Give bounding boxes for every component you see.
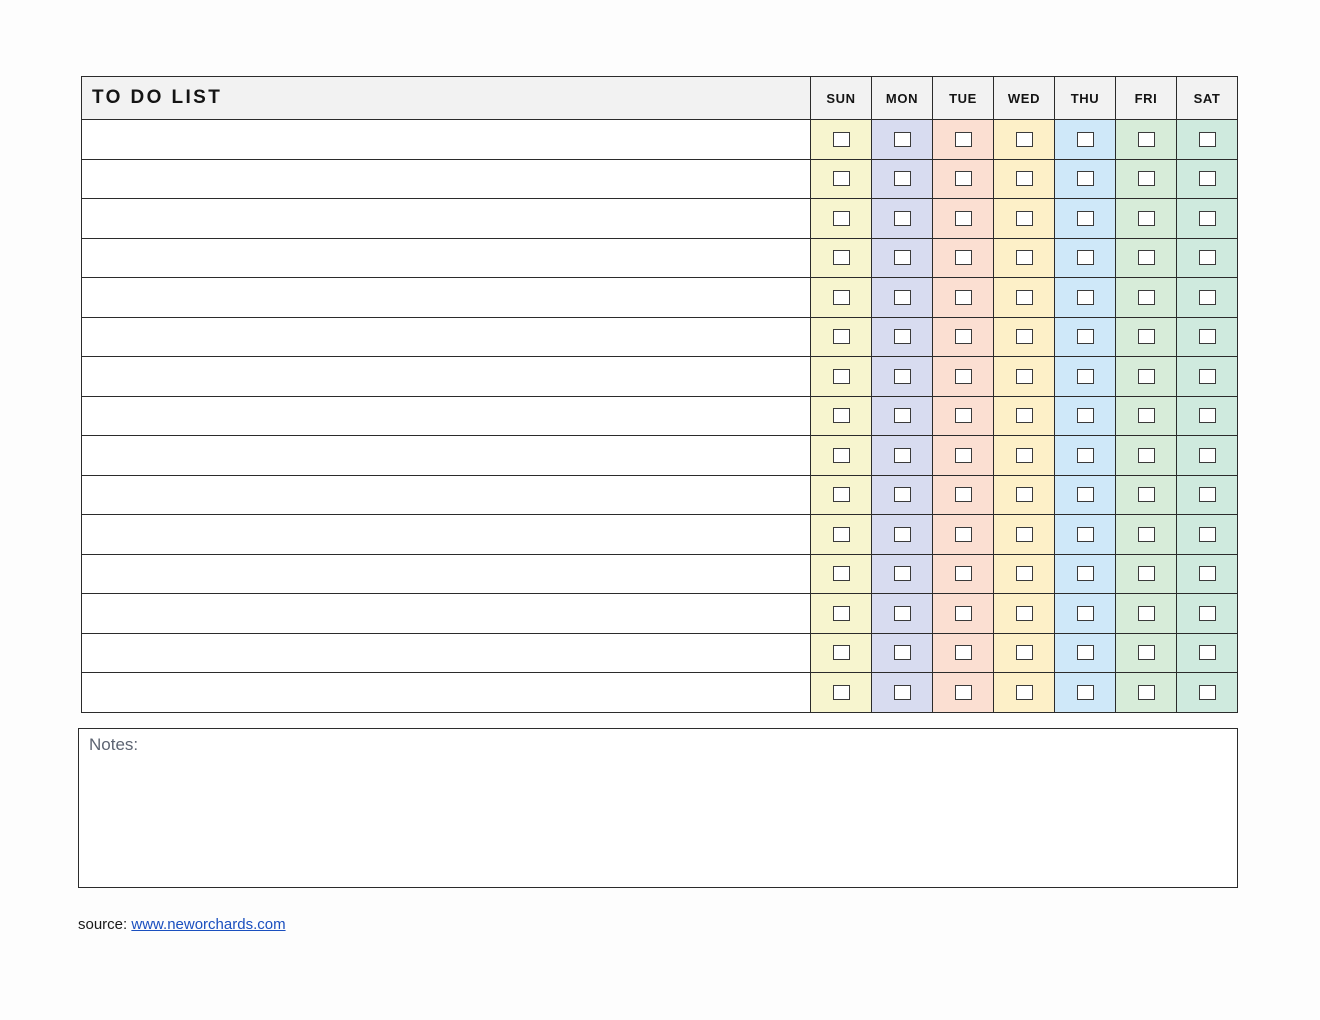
checkbox-icon[interactable]: [1077, 487, 1094, 502]
column-header-sun: SUN: [811, 77, 872, 120]
checkbox-cell-thu[interactable]: [1055, 673, 1116, 713]
checkbox-cell-tue[interactable]: [933, 159, 994, 199]
checkbox-cell-sun[interactable]: [811, 475, 872, 515]
checkbox-icon[interactable]: [1077, 171, 1094, 186]
checkbox-cell-tue[interactable]: [933, 357, 994, 397]
checkbox-cell-tue[interactable]: [933, 238, 994, 278]
checkbox-cell-mon[interactable]: [872, 120, 933, 160]
checkbox-cell-wed[interactable]: [994, 673, 1055, 713]
checkbox-icon[interactable]: [833, 645, 850, 660]
checkbox-cell-mon[interactable]: [872, 594, 933, 634]
column-header-wed: WED: [994, 77, 1055, 120]
checkbox-cell-thu[interactable]: [1055, 238, 1116, 278]
page-title: TO DO LIST: [82, 77, 811, 120]
checkbox-icon[interactable]: [1077, 290, 1094, 305]
checkbox-cell-fri[interactable]: [1116, 199, 1177, 239]
checkbox-cell-sun[interactable]: [811, 554, 872, 594]
checkbox-icon[interactable]: [955, 606, 972, 621]
task-input-cell[interactable]: [82, 278, 811, 318]
checkbox-cell-thu[interactable]: [1055, 278, 1116, 318]
checkbox-icon[interactable]: [1138, 606, 1155, 621]
checkbox-cell-mon[interactable]: [872, 554, 933, 594]
checkbox-icon[interactable]: [1199, 329, 1216, 344]
checkbox-icon[interactable]: [1016, 566, 1033, 581]
column-header-sat: SAT: [1177, 77, 1238, 120]
checkbox-cell-wed[interactable]: [994, 278, 1055, 318]
checkbox-icon[interactable]: [1138, 369, 1155, 384]
checkbox-cell-mon[interactable]: [872, 515, 933, 555]
checkbox-cell-sat[interactable]: [1177, 396, 1238, 436]
checkbox-icon[interactable]: [833, 132, 850, 147]
checkbox-icon[interactable]: [833, 290, 850, 305]
checkbox-icon[interactable]: [894, 211, 911, 226]
checkbox-icon[interactable]: [1016, 290, 1033, 305]
checkbox-icon[interactable]: [833, 171, 850, 186]
checkbox-icon[interactable]: [894, 290, 911, 305]
task-input-cell[interactable]: [82, 515, 811, 555]
checkbox-cell-sun[interactable]: [811, 278, 872, 318]
checkbox-cell-wed[interactable]: [994, 199, 1055, 239]
task-input-cell[interactable]: [82, 475, 811, 515]
task-input-cell[interactable]: [82, 396, 811, 436]
checkbox-icon[interactable]: [894, 329, 911, 344]
checkbox-icon[interactable]: [1077, 211, 1094, 226]
checkbox-cell-mon[interactable]: [872, 159, 933, 199]
checkbox-icon[interactable]: [894, 566, 911, 581]
checkbox-icon[interactable]: [833, 408, 850, 423]
checkbox-cell-fri[interactable]: [1116, 554, 1177, 594]
checkbox-icon[interactable]: [1077, 369, 1094, 384]
checkbox-icon[interactable]: [955, 211, 972, 226]
checkbox-icon[interactable]: [1138, 408, 1155, 423]
checkbox-cell-tue[interactable]: [933, 554, 994, 594]
checkbox-cell-mon[interactable]: [872, 278, 933, 318]
checkbox-icon[interactable]: [955, 290, 972, 305]
checkbox-cell-thu[interactable]: [1055, 396, 1116, 436]
checkbox-icon[interactable]: [955, 645, 972, 660]
table-row: [82, 594, 1238, 634]
checkbox-cell-wed[interactable]: [994, 317, 1055, 357]
checkbox-cell-thu[interactable]: [1055, 594, 1116, 634]
checkbox-cell-fri[interactable]: [1116, 317, 1177, 357]
notes-box[interactable]: [78, 728, 1238, 888]
checkbox-icon[interactable]: [894, 408, 911, 423]
checkbox-cell-wed[interactable]: [994, 594, 1055, 634]
checkbox-icon[interactable]: [1199, 211, 1216, 226]
checkbox-cell-tue[interactable]: [933, 594, 994, 634]
checkbox-icon[interactable]: [1138, 211, 1155, 226]
checkbox-cell-sat[interactable]: [1177, 199, 1238, 239]
checkbox-icon[interactable]: [1077, 132, 1094, 147]
checkbox-icon[interactable]: [1199, 171, 1216, 186]
column-header-fri: FRI: [1116, 77, 1177, 120]
checkbox-cell-tue[interactable]: [933, 436, 994, 476]
checkbox-cell-tue[interactable]: [933, 515, 994, 555]
checkbox-icon[interactable]: [955, 408, 972, 423]
checkbox-cell-sun[interactable]: [811, 594, 872, 634]
checkbox-icon[interactable]: [1077, 645, 1094, 660]
checkbox-icon[interactable]: [1077, 566, 1094, 581]
checkbox-cell-mon[interactable]: [872, 199, 933, 239]
checkbox-cell-sat[interactable]: [1177, 278, 1238, 318]
checkbox-icon[interactable]: [1138, 685, 1155, 700]
table-row: [82, 396, 1238, 436]
task-input-cell[interactable]: [82, 633, 811, 673]
checkbox-cell-mon[interactable]: [872, 238, 933, 278]
table-header: [82, 77, 1238, 120]
checkbox-icon[interactable]: [955, 369, 972, 384]
checkbox-cell-thu[interactable]: [1055, 554, 1116, 594]
task-input-cell[interactable]: [82, 120, 811, 160]
checkbox-icon[interactable]: [955, 132, 972, 147]
checkbox-icon[interactable]: [833, 211, 850, 226]
column-header-thu: THU: [1055, 77, 1116, 120]
table-row: [82, 278, 1238, 318]
task-input-cell[interactable]: [82, 317, 811, 357]
checkbox-cell-sat[interactable]: [1177, 594, 1238, 634]
checkbox-cell-sun[interactable]: [811, 120, 872, 160]
checkbox-icon[interactable]: [1138, 329, 1155, 344]
checkbox-cell-tue[interactable]: [933, 317, 994, 357]
checkbox-icon[interactable]: [1016, 329, 1033, 344]
checkbox-icon[interactable]: [1016, 408, 1033, 423]
checkbox-cell-wed[interactable]: [994, 436, 1055, 476]
checkbox-cell-fri[interactable]: [1116, 238, 1177, 278]
checkbox-cell-tue[interactable]: [933, 633, 994, 673]
checkbox-icon[interactable]: [1016, 685, 1033, 700]
checkbox-cell-mon[interactable]: [872, 633, 933, 673]
checkbox-cell-wed[interactable]: [994, 396, 1055, 436]
checkbox-cell-mon[interactable]: [872, 317, 933, 357]
checkbox-cell-fri[interactable]: [1116, 673, 1177, 713]
header-row: [82, 77, 1238, 120]
checkbox-icon[interactable]: [955, 329, 972, 344]
checkbox-icon[interactable]: [1138, 132, 1155, 147]
checkbox-icon[interactable]: [955, 487, 972, 502]
checkbox-icon[interactable]: [1199, 369, 1216, 384]
task-input-cell[interactable]: [82, 436, 811, 476]
checkbox-cell-mon[interactable]: [872, 475, 933, 515]
checkbox-cell-sat[interactable]: [1177, 475, 1238, 515]
checkbox-icon[interactable]: [1138, 566, 1155, 581]
checkbox-cell-sun[interactable]: [811, 199, 872, 239]
checkbox-icon[interactable]: [894, 369, 911, 384]
checkbox-cell-thu[interactable]: [1055, 436, 1116, 476]
checkbox-cell-wed[interactable]: [994, 120, 1055, 160]
checkbox-cell-sat[interactable]: [1177, 120, 1238, 160]
checkbox-cell-fri[interactable]: [1116, 396, 1177, 436]
checkbox-cell-mon[interactable]: [872, 436, 933, 476]
checkbox-cell-tue[interactable]: [933, 396, 994, 436]
checkbox-cell-thu[interactable]: [1055, 199, 1116, 239]
source-line: [78, 916, 286, 933]
checkbox-icon[interactable]: [1077, 527, 1094, 542]
checkbox-cell-mon[interactable]: [872, 673, 933, 713]
checkbox-icon[interactable]: [1077, 250, 1094, 265]
checkbox-icon[interactable]: [1016, 171, 1033, 186]
checkbox-cell-wed[interactable]: [994, 357, 1055, 397]
checkbox-cell-sat[interactable]: [1177, 633, 1238, 673]
checkbox-cell-fri[interactable]: [1116, 633, 1177, 673]
checkbox-icon[interactable]: [1138, 448, 1155, 463]
checkbox-cell-sat[interactable]: [1177, 515, 1238, 555]
checkbox-cell-sun[interactable]: [811, 159, 872, 199]
task-input-cell[interactable]: [82, 159, 811, 199]
checkbox-cell-thu[interactable]: [1055, 357, 1116, 397]
checkbox-cell-sat[interactable]: [1177, 238, 1238, 278]
checkbox-icon[interactable]: [1016, 645, 1033, 660]
checkbox-cell-tue[interactable]: [933, 199, 994, 239]
checkbox-cell-fri[interactable]: [1116, 120, 1177, 160]
checkbox-icon[interactable]: [1077, 606, 1094, 621]
checkbox-cell-mon[interactable]: [872, 396, 933, 436]
checkbox-cell-fri[interactable]: [1116, 475, 1177, 515]
checkbox-icon[interactable]: [1077, 408, 1094, 423]
checkbox-cell-mon[interactable]: [872, 357, 933, 397]
checkbox-cell-tue[interactable]: [933, 120, 994, 160]
checkbox-cell-thu[interactable]: [1055, 317, 1116, 357]
checkbox-icon[interactable]: [833, 487, 850, 502]
checkbox-cell-sat[interactable]: [1177, 357, 1238, 397]
table-row: [82, 120, 1238, 160]
table-row: [82, 515, 1238, 555]
checkbox-cell-sun[interactable]: [811, 633, 872, 673]
checkbox-icon[interactable]: [1138, 645, 1155, 660]
checkbox-icon[interactable]: [833, 448, 850, 463]
checkbox-cell-wed[interactable]: [994, 475, 1055, 515]
checkbox-cell-sun[interactable]: [811, 515, 872, 555]
checkbox-icon[interactable]: [1016, 250, 1033, 265]
checkbox-icon[interactable]: [1016, 527, 1033, 542]
task-input-cell[interactable]: [82, 357, 811, 397]
checkbox-cell-sat[interactable]: [1177, 436, 1238, 476]
checkbox-icon[interactable]: [894, 132, 911, 147]
table-row: [82, 317, 1238, 357]
checkbox-cell-sun[interactable]: [811, 238, 872, 278]
checkbox-cell-sat[interactable]: [1177, 673, 1238, 713]
checkbox-icon[interactable]: [833, 527, 850, 542]
checkbox-cell-wed[interactable]: [994, 554, 1055, 594]
checkbox-cell-sun[interactable]: [811, 317, 872, 357]
checkbox-icon[interactable]: [1199, 606, 1216, 621]
task-input-cell[interactable]: [82, 673, 811, 713]
checkbox-icon[interactable]: [833, 566, 850, 581]
checkbox-icon[interactable]: [894, 250, 911, 265]
table-row: [82, 673, 1238, 713]
source-link[interactable]: www.neworchards.com: [131, 916, 286, 933]
checkbox-icon[interactable]: [1016, 132, 1033, 147]
checkbox-icon[interactable]: [1138, 527, 1155, 542]
checkbox-cell-thu[interactable]: [1055, 633, 1116, 673]
checkbox-cell-fri[interactable]: [1116, 278, 1177, 318]
checkbox-cell-wed[interactable]: [994, 633, 1055, 673]
checkbox-icon[interactable]: [1016, 211, 1033, 226]
table-row: [82, 238, 1238, 278]
todo-table: [81, 76, 1238, 713]
checkbox-cell-sun[interactable]: [811, 436, 872, 476]
checkbox-cell-thu[interactable]: [1055, 120, 1116, 160]
checkbox-cell-thu[interactable]: [1055, 159, 1116, 199]
checkbox-cell-wed[interactable]: [994, 238, 1055, 278]
checkbox-icon[interactable]: [894, 527, 911, 542]
table-row: [82, 436, 1238, 476]
checkbox-icon[interactable]: [1199, 487, 1216, 502]
checkbox-icon[interactable]: [894, 685, 911, 700]
checkbox-icon[interactable]: [1077, 329, 1094, 344]
task-input-cell[interactable]: [82, 554, 811, 594]
checkbox-cell-fri[interactable]: [1116, 515, 1177, 555]
checkbox-icon[interactable]: [1199, 448, 1216, 463]
checkbox-icon[interactable]: [1199, 527, 1216, 542]
checkbox-icon[interactable]: [894, 448, 911, 463]
table-row: [82, 633, 1238, 673]
checkbox-icon[interactable]: [1077, 685, 1094, 700]
checkbox-cell-thu[interactable]: [1055, 475, 1116, 515]
checkbox-cell-fri[interactable]: [1116, 594, 1177, 634]
checkbox-cell-tue[interactable]: [933, 475, 994, 515]
checkbox-icon[interactable]: [955, 685, 972, 700]
column-header-tue: TUE: [933, 77, 994, 120]
checkbox-icon[interactable]: [955, 250, 972, 265]
checkbox-cell-tue[interactable]: [933, 673, 994, 713]
checkbox-icon[interactable]: [1199, 408, 1216, 423]
checkbox-icon[interactable]: [1016, 448, 1033, 463]
table-row: [82, 159, 1238, 199]
checkbox-icon[interactable]: [955, 527, 972, 542]
checkbox-cell-wed[interactable]: [994, 515, 1055, 555]
checkbox-icon[interactable]: [1016, 606, 1033, 621]
checkbox-icon[interactable]: [1077, 448, 1094, 463]
checkbox-icon[interactable]: [1199, 685, 1216, 700]
checkbox-icon[interactable]: [833, 685, 850, 700]
checkbox-cell-sat[interactable]: [1177, 159, 1238, 199]
checkbox-icon[interactable]: [955, 448, 972, 463]
checkbox-cell-sun[interactable]: [811, 357, 872, 397]
checkbox-cell-sun[interactable]: [811, 673, 872, 713]
notes-label: Notes:: [89, 735, 139, 754]
task-input-cell[interactable]: [82, 594, 811, 634]
table-row: [82, 199, 1238, 239]
checkbox-icon[interactable]: [1138, 487, 1155, 502]
checkbox-icon[interactable]: [894, 171, 911, 186]
checkbox-cell-fri[interactable]: [1116, 159, 1177, 199]
checkbox-icon[interactable]: [1199, 250, 1216, 265]
checkbox-icon[interactable]: [1016, 369, 1033, 384]
checkbox-icon[interactable]: [894, 606, 911, 621]
checkbox-icon[interactable]: [1199, 132, 1216, 147]
checkbox-icon[interactable]: [1199, 645, 1216, 660]
checkbox-cell-tue[interactable]: [933, 278, 994, 318]
checkbox-icon[interactable]: [1199, 566, 1216, 581]
table-body: [82, 120, 1238, 713]
checkbox-icon[interactable]: [833, 606, 850, 621]
task-input-cell[interactable]: [82, 199, 811, 239]
checkbox-icon[interactable]: [1199, 290, 1216, 305]
checkbox-cell-wed[interactable]: [994, 159, 1055, 199]
checkbox-cell-thu[interactable]: [1055, 515, 1116, 555]
checkbox-icon[interactable]: [833, 329, 850, 344]
checkbox-icon[interactable]: [1016, 487, 1033, 502]
task-input-cell[interactable]: [82, 238, 811, 278]
checkbox-icon[interactable]: [833, 369, 850, 384]
checkbox-icon[interactable]: [1138, 250, 1155, 265]
checkbox-cell-fri[interactable]: [1116, 436, 1177, 476]
checkbox-icon[interactable]: [894, 645, 911, 660]
column-header-mon: MON: [872, 77, 933, 120]
checkbox-icon[interactable]: [1138, 290, 1155, 305]
table-row: [82, 475, 1238, 515]
table-row: [82, 554, 1238, 594]
table-row: [82, 357, 1238, 397]
checkbox-cell-fri[interactable]: [1116, 357, 1177, 397]
checkbox-cell-sun[interactable]: [811, 396, 872, 436]
checkbox-icon[interactable]: [955, 171, 972, 186]
checkbox-icon[interactable]: [1138, 171, 1155, 186]
checkbox-icon[interactable]: [833, 250, 850, 265]
checkbox-icon[interactable]: [894, 487, 911, 502]
checkbox-cell-sat[interactable]: [1177, 554, 1238, 594]
checkbox-icon[interactable]: [955, 566, 972, 581]
checkbox-cell-sat[interactable]: [1177, 317, 1238, 357]
source-prefix: source:: [78, 916, 132, 933]
